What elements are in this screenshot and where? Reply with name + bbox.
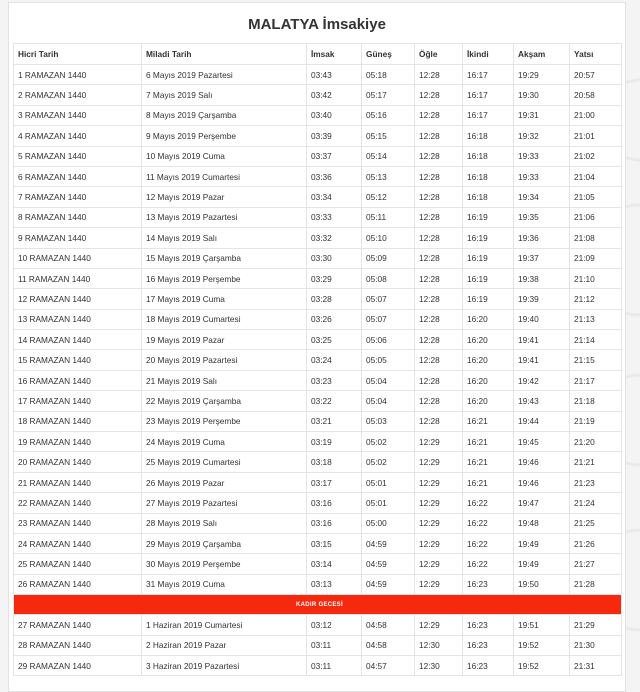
aksam-cell: 19:35	[514, 207, 570, 227]
hicri-date-cell: 25 RAMAZAN 1440	[14, 554, 142, 574]
miladi-date-cell: 7 Mayıs 2019 Salı	[142, 85, 307, 105]
ikindi-cell: 16:17	[463, 105, 514, 125]
table-row	[14, 513, 622, 533]
ikindi-cell: 16:17	[463, 85, 514, 105]
aksam-cell: 19:30	[514, 85, 570, 105]
miladi-date-cell: 20 Mayıs 2019 Pazartesi	[142, 350, 307, 370]
aksam-cell: 19:40	[514, 309, 570, 329]
table-row	[14, 85, 622, 105]
table-row	[14, 228, 622, 248]
yatsi-cell: 21:27	[570, 554, 622, 574]
column-header-hicri: Hicri Tarih	[14, 44, 142, 65]
table-row	[14, 370, 622, 390]
miladi-date-cell: 3 Haziran 2019 Pazartesi	[142, 655, 307, 675]
imsak-cell: 03:43	[307, 65, 362, 85]
table-header-row	[14, 44, 622, 65]
column-header-miladi: Miladi Tarih	[142, 44, 307, 65]
hicri-date-cell: 17 RAMAZAN 1440	[14, 391, 142, 411]
gunes-cell: 05:08	[362, 268, 415, 288]
ikindi-cell: 16:20	[463, 330, 514, 350]
ogle-cell: 12:28	[415, 350, 463, 370]
imsak-cell: 03:12	[307, 615, 362, 635]
imsak-cell: 03:24	[307, 350, 362, 370]
ikindi-cell: 16:21	[463, 452, 514, 472]
gunes-cell: 05:01	[362, 472, 415, 492]
table-row	[14, 411, 622, 431]
hicri-date-cell: 6 RAMAZAN 1440	[14, 166, 142, 186]
hicri-date-cell: 12 RAMAZAN 1440	[14, 289, 142, 309]
table-row	[14, 187, 622, 207]
miladi-date-cell: 30 Mayıs 2019 Perşembe	[142, 554, 307, 574]
ikindi-cell: 16:19	[463, 248, 514, 268]
hicri-date-cell: 2 RAMAZAN 1440	[14, 85, 142, 105]
imsak-cell: 03:39	[307, 126, 362, 146]
miladi-date-cell: 31 Mayıs 2019 Cuma	[142, 574, 307, 594]
aksam-cell: 19:52	[514, 655, 570, 675]
gunes-cell: 05:07	[362, 309, 415, 329]
ikindi-cell: 16:23	[463, 655, 514, 675]
table-row	[14, 533, 622, 553]
hicri-date-cell: 21 RAMAZAN 1440	[14, 472, 142, 492]
miladi-date-cell: 6 Mayıs 2019 Pazartesi	[142, 65, 307, 85]
ikindi-cell: 16:20	[463, 350, 514, 370]
gunes-cell: 04:58	[362, 635, 415, 655]
gunes-cell: 05:03	[362, 411, 415, 431]
gunes-cell: 05:01	[362, 493, 415, 513]
gunes-cell: 05:13	[362, 166, 415, 186]
gunes-cell: 05:02	[362, 432, 415, 452]
gunes-cell: 05:11	[362, 207, 415, 227]
table-row	[14, 554, 622, 574]
ikindi-cell: 16:21	[463, 472, 514, 492]
ikindi-cell: 16:19	[463, 268, 514, 288]
miladi-date-cell: 12 Mayıs 2019 Pazar	[142, 187, 307, 207]
ikindi-cell: 16:22	[463, 513, 514, 533]
yatsi-cell: 21:23	[570, 472, 622, 492]
ikindi-cell: 16:21	[463, 432, 514, 452]
table-row	[14, 391, 622, 411]
ogle-cell: 12:29	[415, 452, 463, 472]
aksam-cell: 19:36	[514, 228, 570, 248]
table-row	[14, 635, 622, 655]
column-header-gunes: Güneş	[362, 44, 415, 65]
imsak-cell: 03:34	[307, 187, 362, 207]
ikindi-cell: 16:22	[463, 554, 514, 574]
miladi-date-cell: 16 Mayıs 2019 Perşembe	[142, 268, 307, 288]
miladi-date-cell: 1 Haziran 2019 Cumartesi	[142, 615, 307, 635]
ikindi-cell: 16:19	[463, 289, 514, 309]
hicri-date-cell: 28 RAMAZAN 1440	[14, 635, 142, 655]
imsak-cell: 03:22	[307, 391, 362, 411]
hicri-date-cell: 1 RAMAZAN 1440	[14, 65, 142, 85]
gunes-cell: 04:58	[362, 615, 415, 635]
ogle-cell: 12:28	[415, 330, 463, 350]
imsak-cell: 03:33	[307, 207, 362, 227]
miladi-date-cell: 22 Mayıs 2019 Çarşamba	[142, 391, 307, 411]
ogle-cell: 12:28	[415, 370, 463, 390]
hicri-date-cell: 11 RAMAZAN 1440	[14, 268, 142, 288]
hicri-date-cell: 9 RAMAZAN 1440	[14, 228, 142, 248]
imsak-cell: 03:32	[307, 228, 362, 248]
ogle-cell: 12:29	[415, 615, 463, 635]
table-row	[14, 574, 622, 594]
aksam-cell: 19:34	[514, 187, 570, 207]
imsak-cell: 03:17	[307, 472, 362, 492]
table-row	[14, 432, 622, 452]
miladi-date-cell: 21 Mayıs 2019 Salı	[142, 370, 307, 390]
table-row	[14, 330, 622, 350]
table-row	[14, 268, 622, 288]
ikindi-cell: 16:18	[463, 166, 514, 186]
gunes-cell: 05:04	[362, 370, 415, 390]
imsak-cell: 03:13	[307, 574, 362, 594]
miladi-date-cell: 14 Mayıs 2019 Salı	[142, 228, 307, 248]
gunes-cell: 05:18	[362, 65, 415, 85]
imsak-cell: 03:25	[307, 330, 362, 350]
ogle-cell: 12:30	[415, 655, 463, 675]
imsak-cell: 03:29	[307, 268, 362, 288]
ikindi-cell: 16:22	[463, 493, 514, 513]
column-header-ogle: Öğle	[415, 44, 463, 65]
gunes-cell: 05:17	[362, 85, 415, 105]
kadir-gecesi-label: KADIR GECESİ	[14, 595, 622, 615]
imsak-cell: 03:26	[307, 309, 362, 329]
yatsi-cell: 21:20	[570, 432, 622, 452]
imsak-cell: 03:15	[307, 533, 362, 553]
yatsi-cell: 21:24	[570, 493, 622, 513]
miladi-date-cell: 15 Mayıs 2019 Çarşamba	[142, 248, 307, 268]
ikindi-cell: 16:21	[463, 411, 514, 431]
hicri-date-cell: 29 RAMAZAN 1440	[14, 655, 142, 675]
yatsi-cell: 21:18	[570, 391, 622, 411]
imsak-cell: 03:30	[307, 248, 362, 268]
yatsi-cell: 21:00	[570, 105, 622, 125]
table-row	[14, 350, 622, 370]
ikindi-cell: 16:23	[463, 635, 514, 655]
ogle-cell: 12:28	[415, 207, 463, 227]
miladi-date-cell: 23 Mayıs 2019 Perşembe	[142, 411, 307, 431]
aksam-cell: 19:52	[514, 635, 570, 655]
kadir-gecesi-row	[14, 595, 622, 615]
aksam-cell: 19:50	[514, 574, 570, 594]
ikindi-cell: 16:18	[463, 126, 514, 146]
imsak-cell: 03:11	[307, 655, 362, 675]
yatsi-cell: 21:19	[570, 411, 622, 431]
ogle-cell: 12:28	[415, 268, 463, 288]
yatsi-cell: 21:02	[570, 146, 622, 166]
aksam-cell: 19:41	[514, 350, 570, 370]
ogle-cell: 12:29	[415, 533, 463, 553]
yatsi-cell: 21:31	[570, 655, 622, 675]
miladi-date-cell: 19 Mayıs 2019 Pazar	[142, 330, 307, 350]
imsak-cell: 03:37	[307, 146, 362, 166]
hicri-date-cell: 22 RAMAZAN 1440	[14, 493, 142, 513]
ikindi-cell: 16:19	[463, 207, 514, 227]
miladi-date-cell: 8 Mayıs 2019 Çarşamba	[142, 105, 307, 125]
miladi-date-cell: 29 Mayıs 2019 Çarşamba	[142, 533, 307, 553]
miladi-date-cell: 13 Mayıs 2019 Pazartesi	[142, 207, 307, 227]
yatsi-cell: 21:05	[570, 187, 622, 207]
table-row	[14, 309, 622, 329]
aksam-cell: 19:45	[514, 432, 570, 452]
yatsi-cell: 21:26	[570, 533, 622, 553]
gunes-cell: 05:15	[362, 126, 415, 146]
table-row	[14, 146, 622, 166]
aksam-cell: 19:46	[514, 452, 570, 472]
aksam-cell: 19:51	[514, 615, 570, 635]
ogle-cell: 12:28	[415, 391, 463, 411]
gunes-cell: 04:59	[362, 533, 415, 553]
yatsi-cell: 20:57	[570, 65, 622, 85]
hicri-date-cell: 14 RAMAZAN 1440	[14, 330, 142, 350]
aksam-cell: 19:49	[514, 533, 570, 553]
table-row	[14, 493, 622, 513]
ikindi-cell: 16:18	[463, 146, 514, 166]
aksam-cell: 19:38	[514, 268, 570, 288]
yatsi-cell: 21:06	[570, 207, 622, 227]
aksam-cell: 19:29	[514, 65, 570, 85]
prayer-times-table	[13, 43, 622, 676]
aksam-cell: 19:47	[514, 493, 570, 513]
aksam-cell: 19:41	[514, 330, 570, 350]
ogle-cell: 12:28	[415, 309, 463, 329]
aksam-cell: 19:49	[514, 554, 570, 574]
ogle-cell: 12:29	[415, 472, 463, 492]
hicri-date-cell: 3 RAMAZAN 1440	[14, 105, 142, 125]
ogle-cell: 12:30	[415, 635, 463, 655]
table-row	[14, 452, 622, 472]
hicri-date-cell: 24 RAMAZAN 1440	[14, 533, 142, 553]
aksam-cell: 19:42	[514, 370, 570, 390]
hicri-date-cell: 4 RAMAZAN 1440	[14, 126, 142, 146]
hicri-date-cell: 15 RAMAZAN 1440	[14, 350, 142, 370]
aksam-cell: 19:43	[514, 391, 570, 411]
column-header-imsak: İmsak	[307, 44, 362, 65]
imsak-cell: 03:23	[307, 370, 362, 390]
aksam-cell: 19:33	[514, 146, 570, 166]
yatsi-cell: 21:10	[570, 268, 622, 288]
imsakiye-card	[8, 2, 626, 692]
hicri-date-cell: 26 RAMAZAN 1440	[14, 574, 142, 594]
ogle-cell: 12:28	[415, 85, 463, 105]
imsak-cell: 03:40	[307, 105, 362, 125]
ogle-cell: 12:28	[415, 289, 463, 309]
column-header-ikindi: İkindi	[463, 44, 514, 65]
gunes-cell: 05:02	[362, 452, 415, 472]
yatsi-cell: 20:58	[570, 85, 622, 105]
yatsi-cell: 21:21	[570, 452, 622, 472]
table-row	[14, 105, 622, 125]
gunes-cell: 04:57	[362, 655, 415, 675]
yatsi-cell: 21:30	[570, 635, 622, 655]
aksam-cell: 19:44	[514, 411, 570, 431]
ikindi-cell: 16:18	[463, 187, 514, 207]
gunes-cell: 05:04	[362, 391, 415, 411]
yatsi-cell: 21:29	[570, 615, 622, 635]
table-row	[14, 289, 622, 309]
ikindi-cell: 16:20	[463, 309, 514, 329]
ikindi-cell: 16:23	[463, 615, 514, 635]
hicri-date-cell: 16 RAMAZAN 1440	[14, 370, 142, 390]
aksam-cell: 19:32	[514, 126, 570, 146]
aksam-cell: 19:39	[514, 289, 570, 309]
ogle-cell: 12:29	[415, 513, 463, 533]
aksam-cell: 19:31	[514, 105, 570, 125]
ogle-cell: 12:29	[415, 554, 463, 574]
hicri-date-cell: 18 RAMAZAN 1440	[14, 411, 142, 431]
ogle-cell: 12:28	[415, 166, 463, 186]
aksam-cell: 19:37	[514, 248, 570, 268]
yatsi-cell: 21:12	[570, 289, 622, 309]
gunes-cell: 05:09	[362, 248, 415, 268]
gunes-cell: 05:10	[362, 228, 415, 248]
hicri-date-cell: 8 RAMAZAN 1440	[14, 207, 142, 227]
table-row	[14, 655, 622, 675]
miladi-date-cell: 25 Mayıs 2019 Cumartesi	[142, 452, 307, 472]
hicri-date-cell: 20 RAMAZAN 1440	[14, 452, 142, 472]
ogle-cell: 12:29	[415, 574, 463, 594]
yatsi-cell: 21:01	[570, 126, 622, 146]
aksam-cell: 19:33	[514, 166, 570, 186]
gunes-cell: 04:59	[362, 554, 415, 574]
yatsi-cell: 21:09	[570, 248, 622, 268]
ogle-cell: 12:28	[415, 65, 463, 85]
ikindi-cell: 16:17	[463, 65, 514, 85]
table-row	[14, 207, 622, 227]
imsak-cell: 03:36	[307, 166, 362, 186]
hicri-date-cell: 7 RAMAZAN 1440	[14, 187, 142, 207]
yatsi-cell: 21:14	[570, 330, 622, 350]
ikindi-cell: 16:20	[463, 391, 514, 411]
yatsi-cell: 21:04	[570, 166, 622, 186]
ikindi-cell: 16:19	[463, 228, 514, 248]
imsak-cell: 03:18	[307, 452, 362, 472]
gunes-cell: 05:14	[362, 146, 415, 166]
miladi-date-cell: 24 Mayıs 2019 Cuma	[142, 432, 307, 452]
gunes-cell: 05:07	[362, 289, 415, 309]
page-title: MALATYA İmsakiye	[248, 16, 386, 33]
miladi-date-cell: 11 Mayıs 2019 Cumartesi	[142, 166, 307, 186]
ogle-cell: 12:28	[415, 146, 463, 166]
ikindi-cell: 16:20	[463, 370, 514, 390]
hicri-date-cell: 27 RAMAZAN 1440	[14, 615, 142, 635]
ogle-cell: 12:29	[415, 432, 463, 452]
imsak-cell: 03:11	[307, 635, 362, 655]
ikindi-cell: 16:23	[463, 574, 514, 594]
imsak-cell: 03:14	[307, 554, 362, 574]
yatsi-cell: 21:17	[570, 370, 622, 390]
miladi-date-cell: 18 Mayıs 2019 Cumartesi	[142, 309, 307, 329]
imsak-cell: 03:21	[307, 411, 362, 431]
imsak-cell: 03:16	[307, 493, 362, 513]
table-row	[14, 615, 622, 635]
table-row	[14, 248, 622, 268]
gunes-cell: 05:00	[362, 513, 415, 533]
hicri-date-cell: 13 RAMAZAN 1440	[14, 309, 142, 329]
gunes-cell: 05:12	[362, 187, 415, 207]
imsak-cell: 03:19	[307, 432, 362, 452]
ogle-cell: 12:29	[415, 493, 463, 513]
hicri-date-cell: 19 RAMAZAN 1440	[14, 432, 142, 452]
table-body	[14, 65, 622, 676]
table-row	[14, 166, 622, 186]
miladi-date-cell: 9 Mayıs 2019 Perşembe	[142, 126, 307, 146]
gunes-cell: 05:05	[362, 350, 415, 370]
table-row	[14, 65, 622, 85]
miladi-date-cell: 10 Mayıs 2019 Cuma	[142, 146, 307, 166]
miladi-date-cell: 28 Mayıs 2019 Salı	[142, 513, 307, 533]
imsak-cell: 03:28	[307, 289, 362, 309]
ikindi-cell: 16:22	[463, 533, 514, 553]
yatsi-cell: 21:08	[570, 228, 622, 248]
column-header-yatsi: Yatsı	[570, 44, 622, 65]
ogle-cell: 12:28	[415, 248, 463, 268]
hicri-date-cell: 5 RAMAZAN 1440	[14, 146, 142, 166]
yatsi-cell: 21:28	[570, 574, 622, 594]
gunes-cell: 05:06	[362, 330, 415, 350]
ogle-cell: 12:28	[415, 126, 463, 146]
imsak-cell: 03:42	[307, 85, 362, 105]
gunes-cell: 05:16	[362, 105, 415, 125]
miladi-date-cell: 27 Mayıs 2019 Pazartesi	[142, 493, 307, 513]
yatsi-cell: 21:13	[570, 309, 622, 329]
column-header-aksam: Akşam	[514, 44, 570, 65]
ogle-cell: 12:28	[415, 187, 463, 207]
miladi-date-cell: 17 Mayıs 2019 Cuma	[142, 289, 307, 309]
yatsi-cell: 21:15	[570, 350, 622, 370]
miladi-date-cell: 2 Haziran 2019 Pazar	[142, 635, 307, 655]
aksam-cell: 19:48	[514, 513, 570, 533]
hicri-date-cell: 10 RAMAZAN 1440	[14, 248, 142, 268]
hicri-date-cell: 23 RAMAZAN 1440	[14, 513, 142, 533]
yatsi-cell: 21:25	[570, 513, 622, 533]
ogle-cell: 12:28	[415, 228, 463, 248]
gunes-cell: 04:59	[362, 574, 415, 594]
table-row	[14, 126, 622, 146]
ogle-cell: 12:28	[415, 105, 463, 125]
ogle-cell: 12:28	[415, 411, 463, 431]
imsak-cell: 03:16	[307, 513, 362, 533]
table-row	[14, 472, 622, 492]
aksam-cell: 19:46	[514, 472, 570, 492]
miladi-date-cell: 26 Mayıs 2019 Pazar	[142, 472, 307, 492]
